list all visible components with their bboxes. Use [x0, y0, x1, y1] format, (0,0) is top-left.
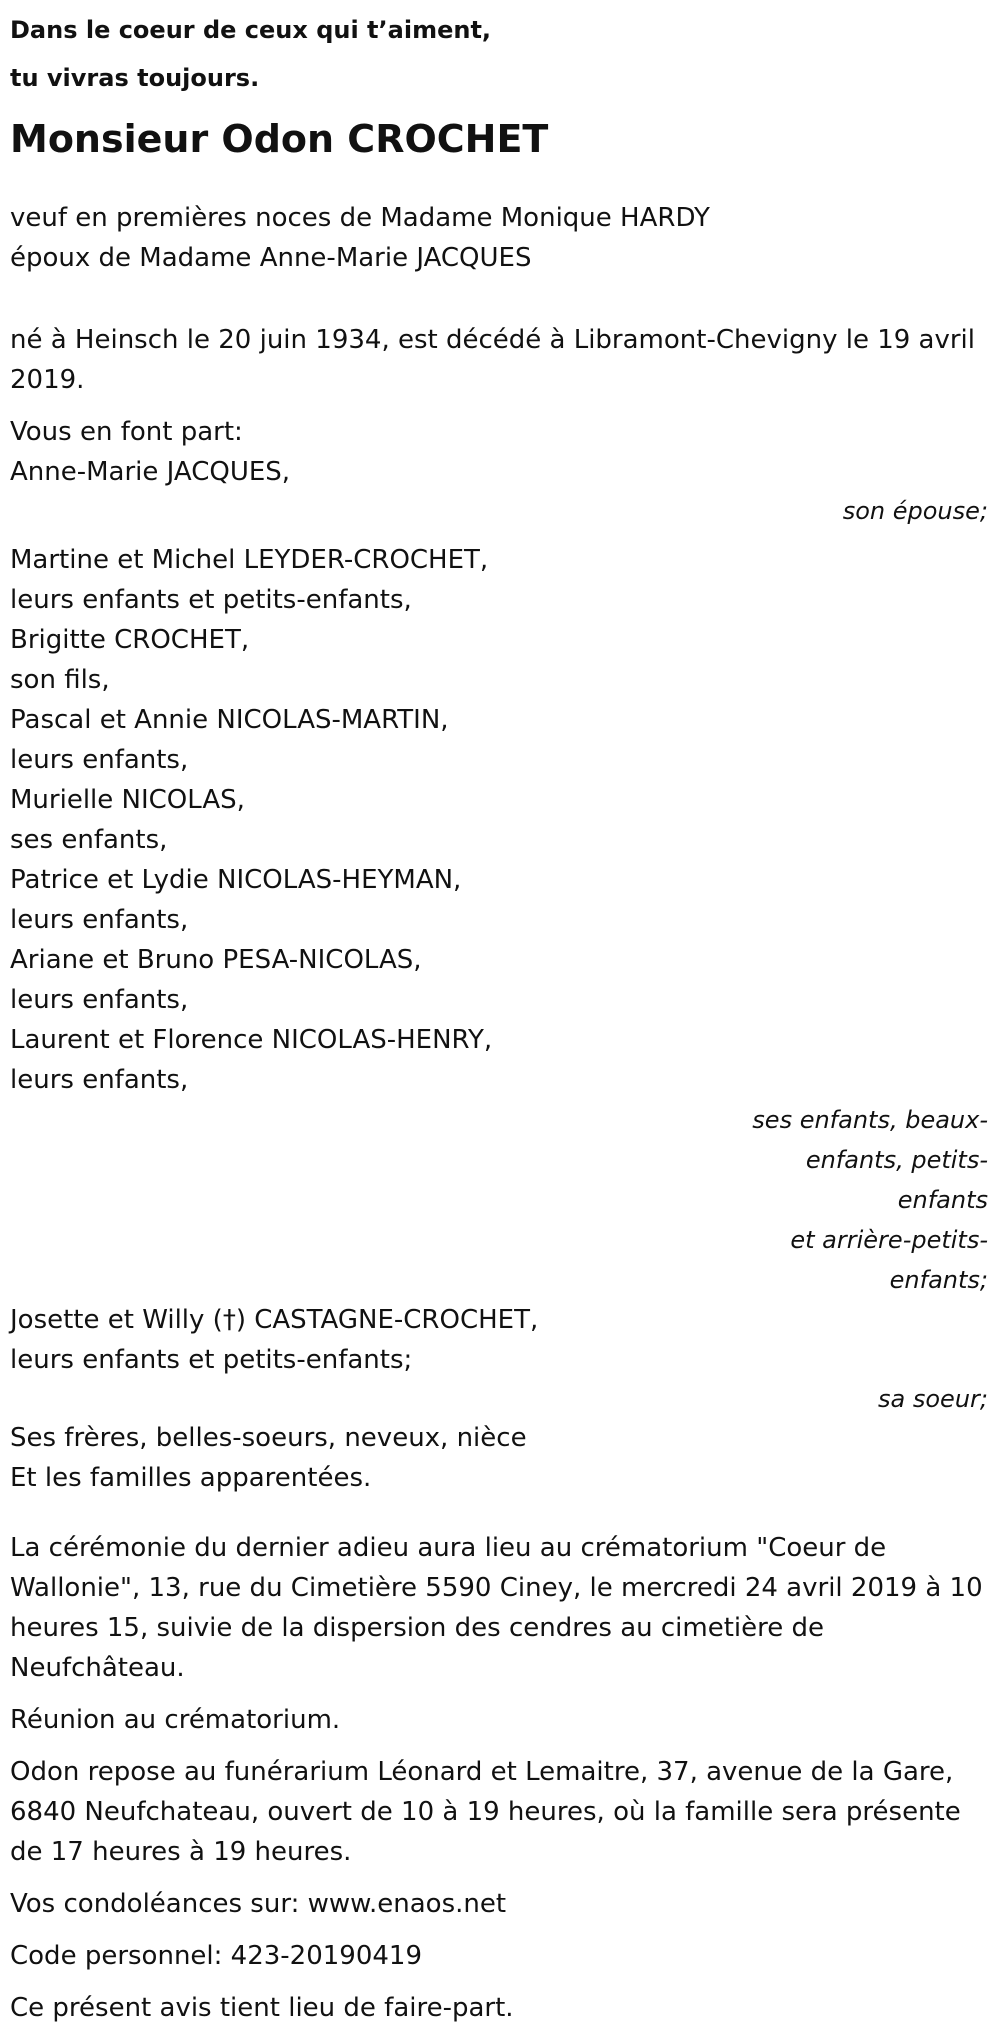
personal-code: Code personnel: 423-20190419 [10, 1941, 423, 1971]
obituary-notice [10, 0, 988, 2040]
list-item: leurs enfants, [10, 1065, 189, 1095]
poem [10, 0, 988, 102]
sister-family: leurs enfants et petits-enfants; [10, 1345, 413, 1375]
list-item: Murielle NICOLAS, [10, 785, 245, 815]
children-list [10, 540, 988, 1300]
first-spouse-line: veuf en premières noces de Madame Monique HARDY [10, 203, 710, 233]
sister-block [10, 1300, 988, 1418]
repose-text: Odon repose au funérarium Léonard et Lemaitre, 37, avenue de la Gare, 6840 Neufchateau, ouvert de 10 à 19 heures, où la famille sera présente de 17 heures à 19 heures. [10, 1757, 961, 1867]
marital-status [10, 198, 988, 278]
other-relatives-line-2: Et les familles apparentées. [10, 1463, 372, 1493]
other-relatives [10, 1418, 988, 1498]
list-item: Brigitte CROCHET, [10, 625, 250, 655]
announcement-intro: Vous en font part: [10, 417, 243, 447]
poem-line-1: Dans le coeur de ceux qui t’aiment, [10, 16, 492, 44]
announcement-spouse [10, 412, 988, 530]
list-item: Patrice et Lydie NICOLAS-HEYMAN, [10, 865, 462, 895]
reunion-text: Réunion au crématorium. [10, 1705, 341, 1735]
poem-line-2: tu vivras toujours. [10, 64, 260, 92]
children-role-part-1: ses enfants, beaux-enfants, petits-enfants [752, 1106, 988, 1214]
sister-role: sa soeur; [878, 1385, 988, 1413]
list-item: leurs enfants, [10, 905, 189, 935]
list-item: son fils, [10, 665, 110, 695]
other-relatives-line-1: Ses frères, belles-soeurs, neveux, nièce [10, 1423, 527, 1453]
spouse-role: son épouse; [842, 497, 988, 525]
condolences-text: Vos condoléances sur: www.enaos.net [10, 1889, 507, 1919]
list-item: Laurent et Florence NICOLAS-HENRY, [10, 1025, 493, 1055]
children-role-part-2: et arrière-petits-enfants; [790, 1226, 988, 1294]
sister-name: Josette et Willy (†) CASTAGNE-CROCHET, [10, 1305, 539, 1335]
spouse-name: Anne-Marie JACQUES, [10, 457, 291, 487]
notice-text: Ce présent avis tient lieu de faire-part. [10, 1993, 514, 2023]
list-item: leurs enfants et petits-enfants, [10, 585, 412, 615]
list-item: leurs enfants, [10, 985, 189, 1015]
list-item: ses enfants, [10, 825, 168, 855]
list-item: Martine et Michel LEYDER-CROCHET, [10, 545, 489, 575]
list-item: Pascal et Annie NICOLAS-MARTIN, [10, 705, 449, 735]
current-spouse-line: époux de Madame Anne-Marie JACQUES [10, 243, 532, 273]
list-item: Ariane et Bruno PESA-NICOLAS, [10, 945, 422, 975]
ceremony-text: La cérémonie du dernier adieu aura lieu au crématorium "Coeur de Wallonie", 13, rue du Cimetière 5590 Ciney, le mercredi 24 avril 2019 à 10 heures 15, suivie de la dispersion des cendres au cimetière de Neufchâteau. [10, 1533, 983, 1683]
list-item: leurs enfants, [10, 745, 189, 775]
birth-death-text: né à Heinsch le 20 juin 1934, est décédé à Libramont-Chevigny le 19 avril 2019. [10, 325, 976, 395]
deceased-name: Monsieur Odon CROCHET [10, 117, 549, 161]
